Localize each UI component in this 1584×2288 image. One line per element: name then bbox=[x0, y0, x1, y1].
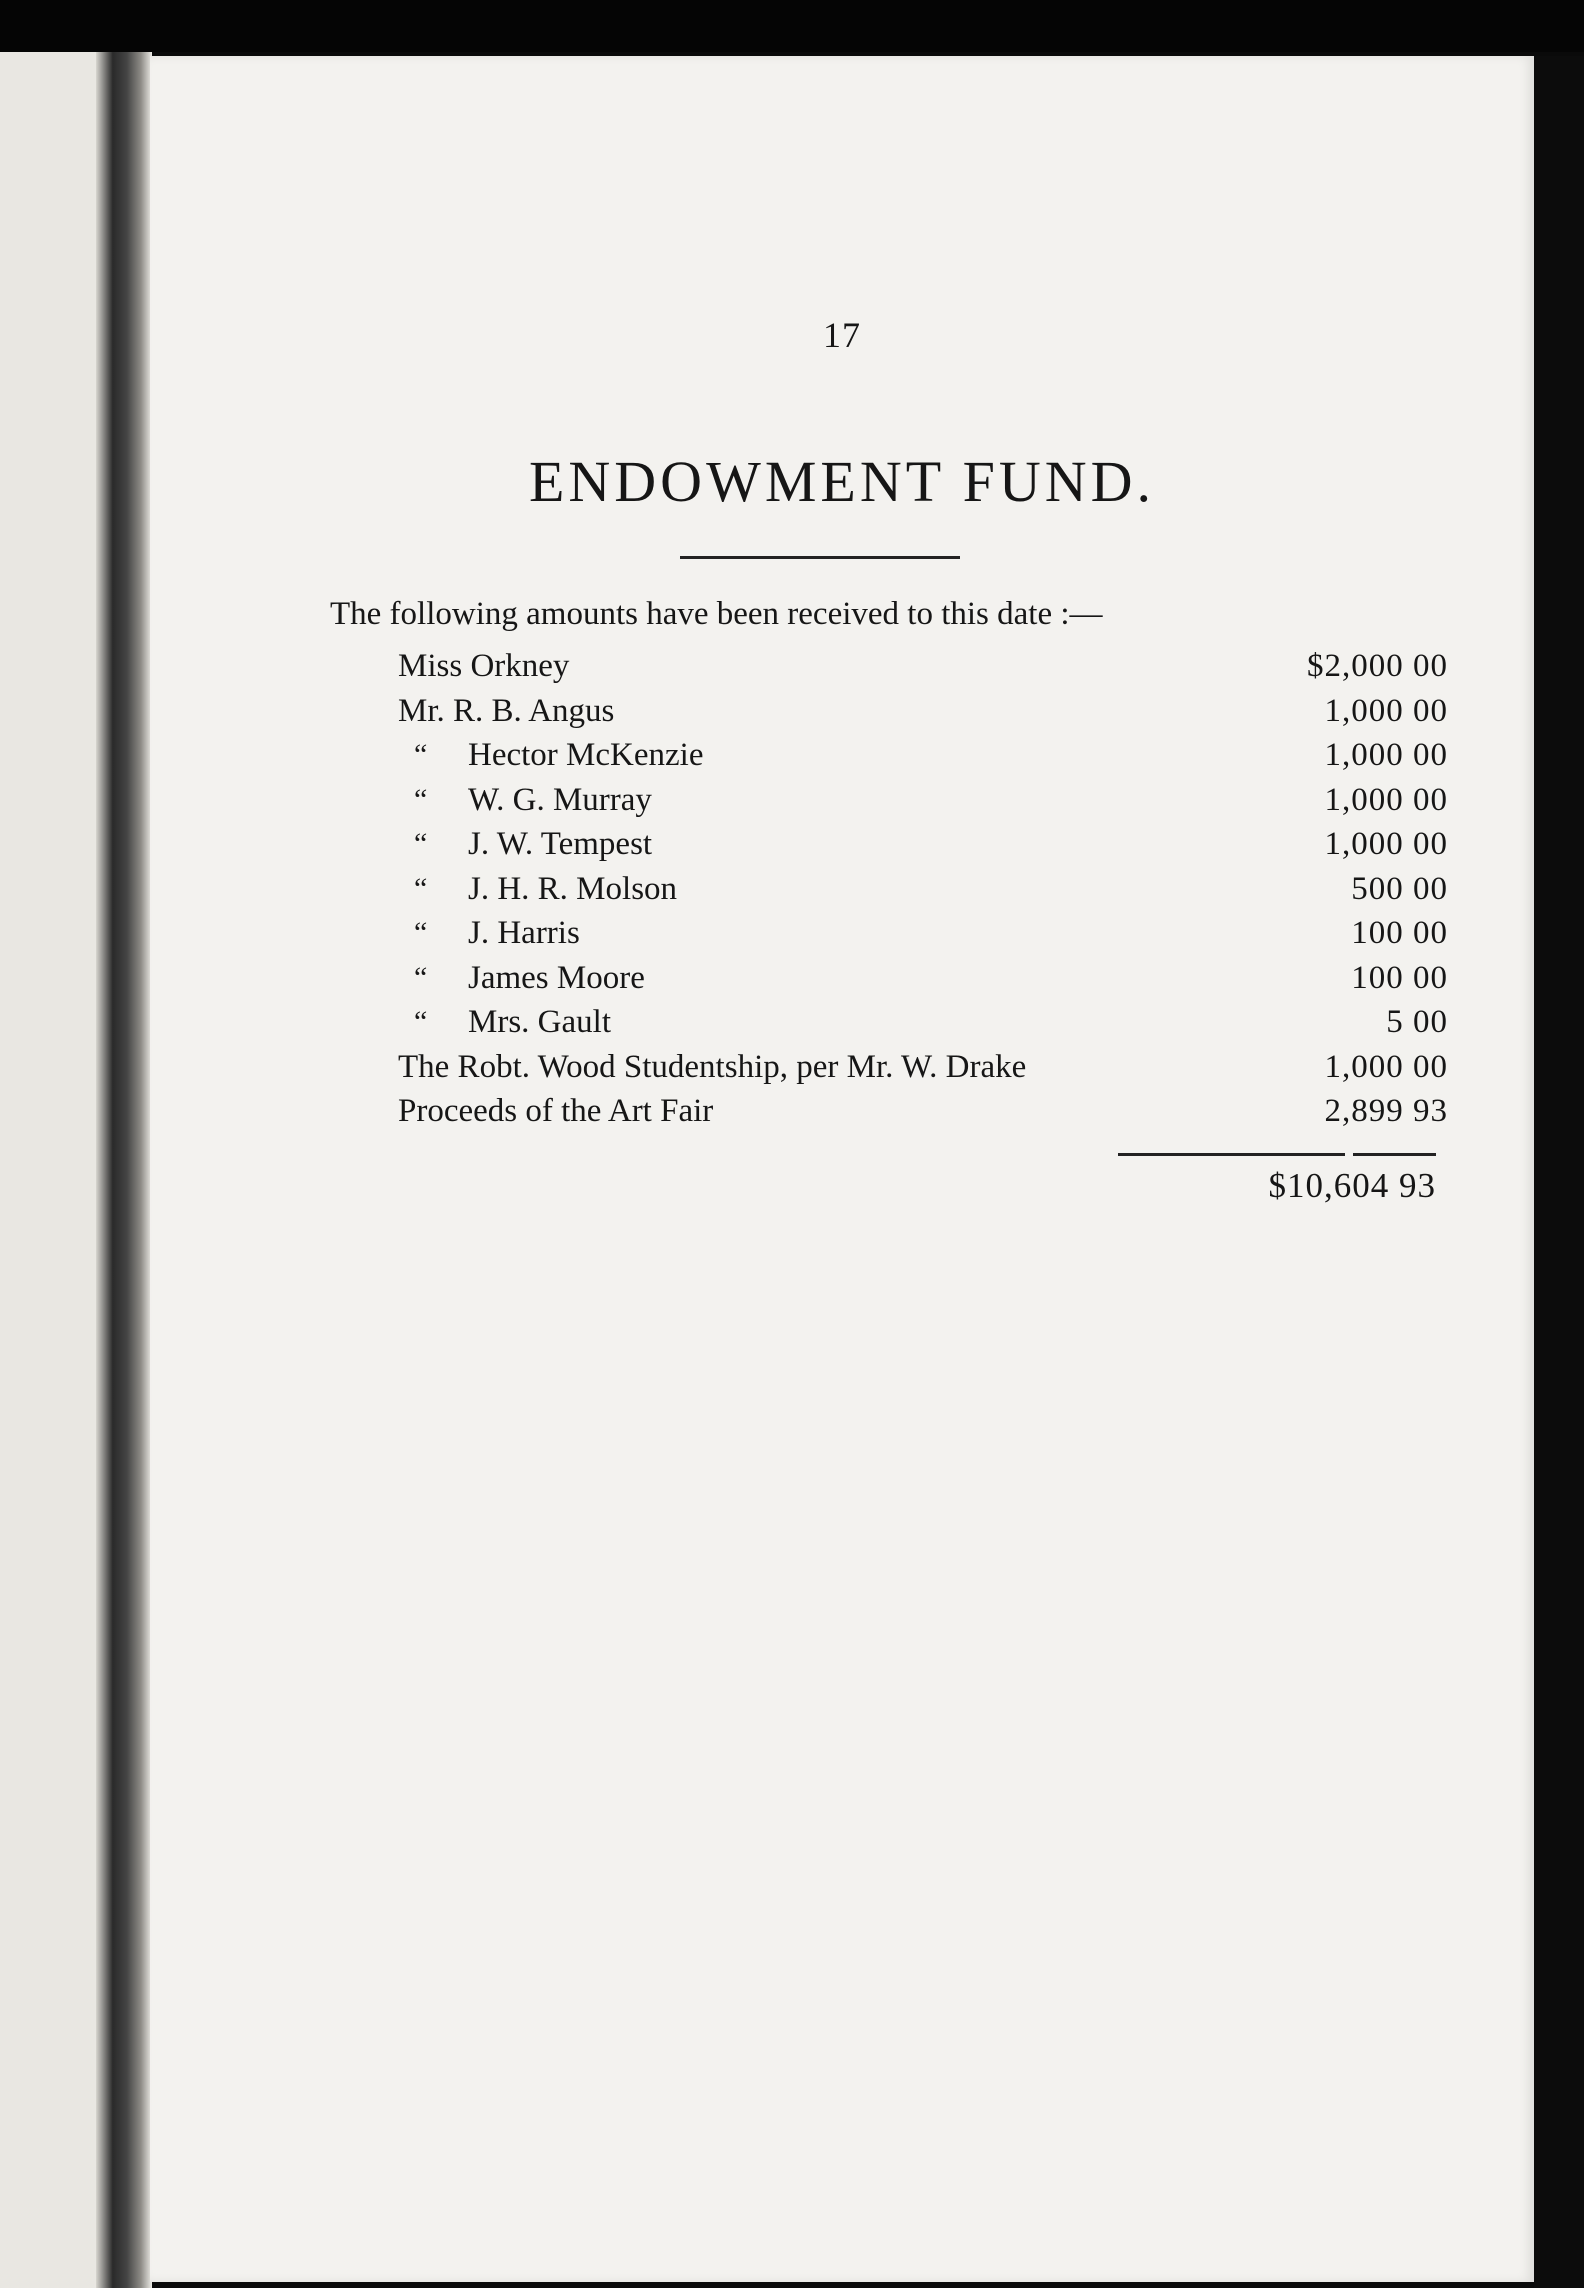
ditto-mark: “ bbox=[414, 782, 428, 816]
book-page bbox=[150, 56, 1534, 2282]
contribution-amount: $2,000 00 bbox=[1307, 648, 1448, 684]
intro-text: The following amounts have been received to this date :— bbox=[330, 596, 1103, 632]
list-item bbox=[398, 956, 1448, 1001]
contributor-name: J. Harris bbox=[468, 915, 580, 951]
list-item bbox=[398, 644, 1448, 689]
contributor-name: Miss Orkney bbox=[398, 648, 570, 684]
contribution-amount: 1,000 00 bbox=[1324, 737, 1448, 773]
contribution-amount: 2,899 93 bbox=[1324, 1093, 1448, 1129]
title-rule bbox=[680, 556, 960, 559]
contributor-name: The Robt. Wood Studentship, per Mr. W. Drake bbox=[398, 1048, 1027, 1085]
scan-right-border bbox=[1534, 56, 1584, 2288]
list-item bbox=[398, 689, 1448, 734]
contributor-name: Proceeds of the Art Fair bbox=[398, 1093, 714, 1129]
contribution-amount: 1,000 00 bbox=[1324, 826, 1448, 862]
contributor-name: J. H. R. Molson bbox=[468, 870, 678, 907]
total-rule bbox=[1118, 1153, 1436, 1156]
scan-top-border bbox=[0, 0, 1584, 52]
contributor-name: Mr. R. B. Angus bbox=[398, 692, 615, 729]
contribution-amount: 100 00 bbox=[1351, 959, 1448, 996]
list-item bbox=[398, 911, 1448, 956]
page-title: ENDOWMENT FUND. bbox=[528, 449, 1155, 514]
contribution-amount: 100 00 bbox=[1351, 915, 1448, 951]
fund-total: $10,604 93 bbox=[1268, 1166, 1436, 1205]
ditto-mark: “ bbox=[414, 960, 428, 994]
page-number: 17 bbox=[823, 315, 861, 355]
list-item bbox=[398, 1000, 1448, 1045]
ditto-mark: “ bbox=[414, 738, 428, 771]
ditto-mark: “ bbox=[414, 916, 428, 949]
ditto-mark: “ bbox=[414, 871, 428, 905]
contributor-name: W. G. Murray bbox=[468, 781, 652, 818]
ditto-mark: “ bbox=[414, 827, 428, 860]
book-gutter bbox=[96, 52, 152, 2288]
contributor-name: Mrs. Gault bbox=[468, 1004, 611, 1040]
contribution-amount: 1,000 00 bbox=[1324, 781, 1448, 818]
contribution-list bbox=[398, 644, 1448, 1134]
list-item bbox=[398, 822, 1448, 867]
list-item bbox=[398, 867, 1448, 912]
contribution-amount: 5 00 bbox=[1386, 1004, 1448, 1040]
contribution-amount: 500 00 bbox=[1351, 870, 1448, 907]
contribution-amount: 1,000 00 bbox=[1324, 692, 1448, 729]
contribution-amount: 1,000 00 bbox=[1324, 1048, 1448, 1085]
list-item bbox=[398, 733, 1448, 778]
contributor-name: Hector McKenzie bbox=[468, 737, 704, 773]
contributor-name: J. W. Tempest bbox=[468, 826, 653, 862]
ditto-mark: “ bbox=[414, 1005, 428, 1038]
total-rule-break bbox=[1345, 1148, 1353, 1158]
contributor-name: James Moore bbox=[468, 959, 645, 996]
list-item bbox=[398, 1045, 1448, 1090]
list-item bbox=[398, 1089, 1448, 1134]
list-item bbox=[398, 778, 1448, 823]
